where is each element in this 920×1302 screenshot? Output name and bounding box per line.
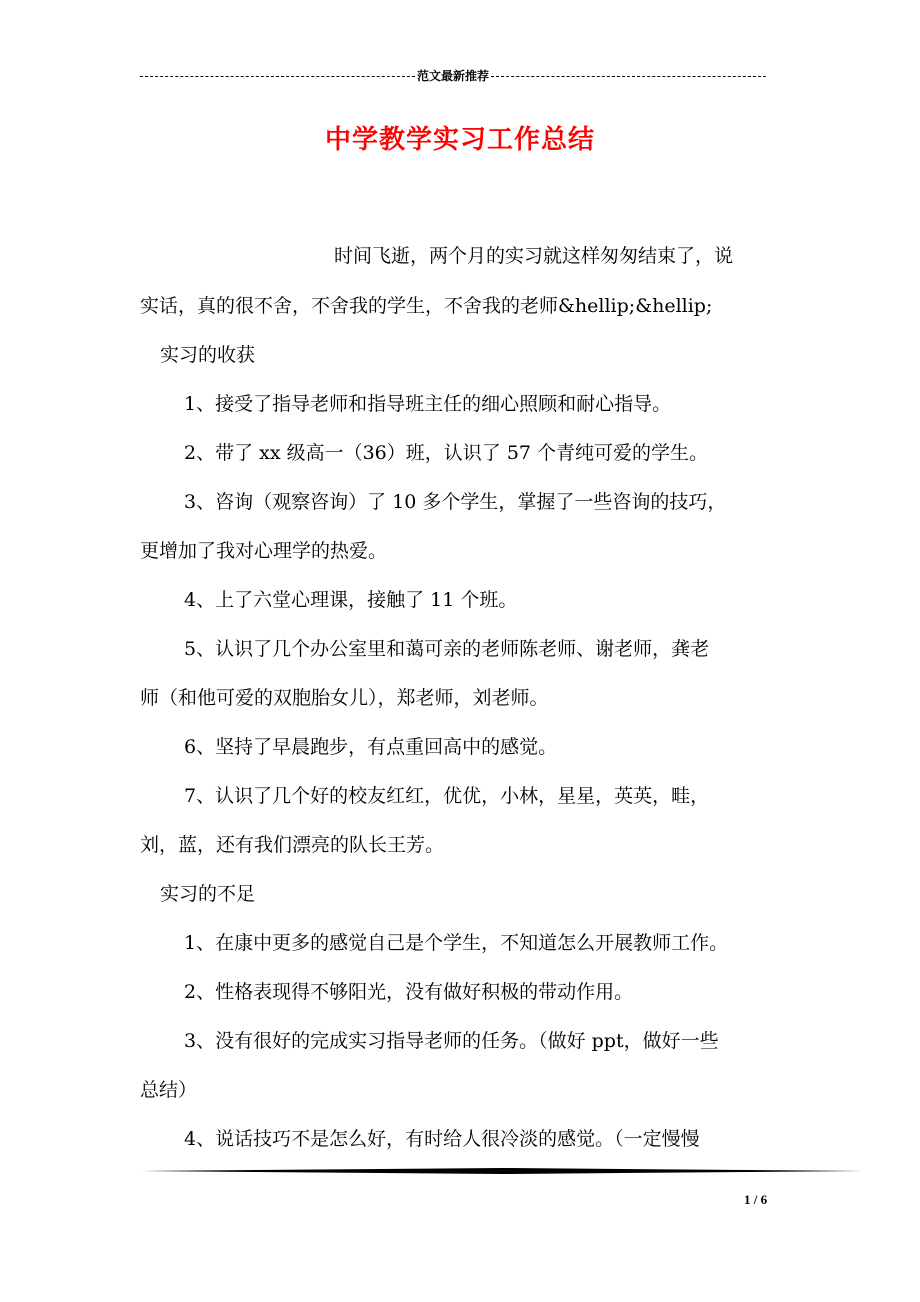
list-item: 4、说话技巧不是怎么好，有时给人很冷淡的感觉。（一定慢慢 bbox=[184, 1128, 700, 1150]
list-item: 2、性格表现得不够阳光，没有做好积极的带动作用。 bbox=[184, 981, 634, 1003]
list-item: 6、坚持了早晨跑步，有点重回高中的感觉。 bbox=[184, 736, 558, 758]
list-item: 7、认识了几个好的校友红红，优优，小林，星星，英英，畦， bbox=[184, 785, 710, 807]
list-item: 5、认识了几个办公室里和蔼可亲的老师陈老师、谢老师，龚老 bbox=[184, 638, 710, 660]
header-dash-right bbox=[491, 76, 766, 77]
list-item: 3、没有很好的完成实习指导老师的任务。（做好 ppt，做好一些 bbox=[184, 1030, 719, 1052]
header-label: 范文最新推荐 bbox=[417, 69, 490, 83]
document-title: 中学教学实习工作总结 bbox=[324, 125, 595, 155]
section-heading: 实习的收获 bbox=[160, 344, 256, 366]
section-heading: 实习的不足 bbox=[160, 883, 256, 905]
body-line: 时间飞逝，两个月的实习就这样匆匆结束了，说 bbox=[334, 245, 734, 267]
list-item-continued: 更增加了我对心理学的热爱。 bbox=[140, 540, 388, 562]
list-item: 1、接受了指导老师和指导班主任的细心照顾和耐心指导。 bbox=[184, 393, 672, 415]
list-item: 4、上了六堂心理课，接触了 11 个班。 bbox=[184, 589, 518, 611]
footer-rule bbox=[140, 1166, 864, 1176]
list-item: 2、带了 xx 级高一（36）班，认识了 57 个青纯可爱的学生。 bbox=[184, 442, 709, 464]
list-item: 3、咨询（观察咨询）了 10 多个学生，掌握了一些咨询的技巧， bbox=[184, 491, 727, 513]
list-item-continued: 总结） bbox=[140, 1079, 198, 1101]
list-item-continued: 师（和他可爱的双胞胎女儿），郑老师，刘老师。 bbox=[140, 687, 549, 709]
header-dash-left bbox=[140, 76, 415, 77]
body-line: 实话，真的很不舍，不舍我的学生，不舍我的老师&hellip;&hellip; bbox=[140, 295, 713, 317]
header-rule bbox=[140, 68, 766, 84]
page-number: 1 / 6 bbox=[744, 1192, 768, 1207]
list-item-continued: 刘，蓝，还有我们漂亮的队长王芳。 bbox=[140, 834, 445, 856]
list-item: 1、在康中更多的感觉自己是个学生，不知道怎么开展教师工作。 bbox=[184, 932, 729, 954]
